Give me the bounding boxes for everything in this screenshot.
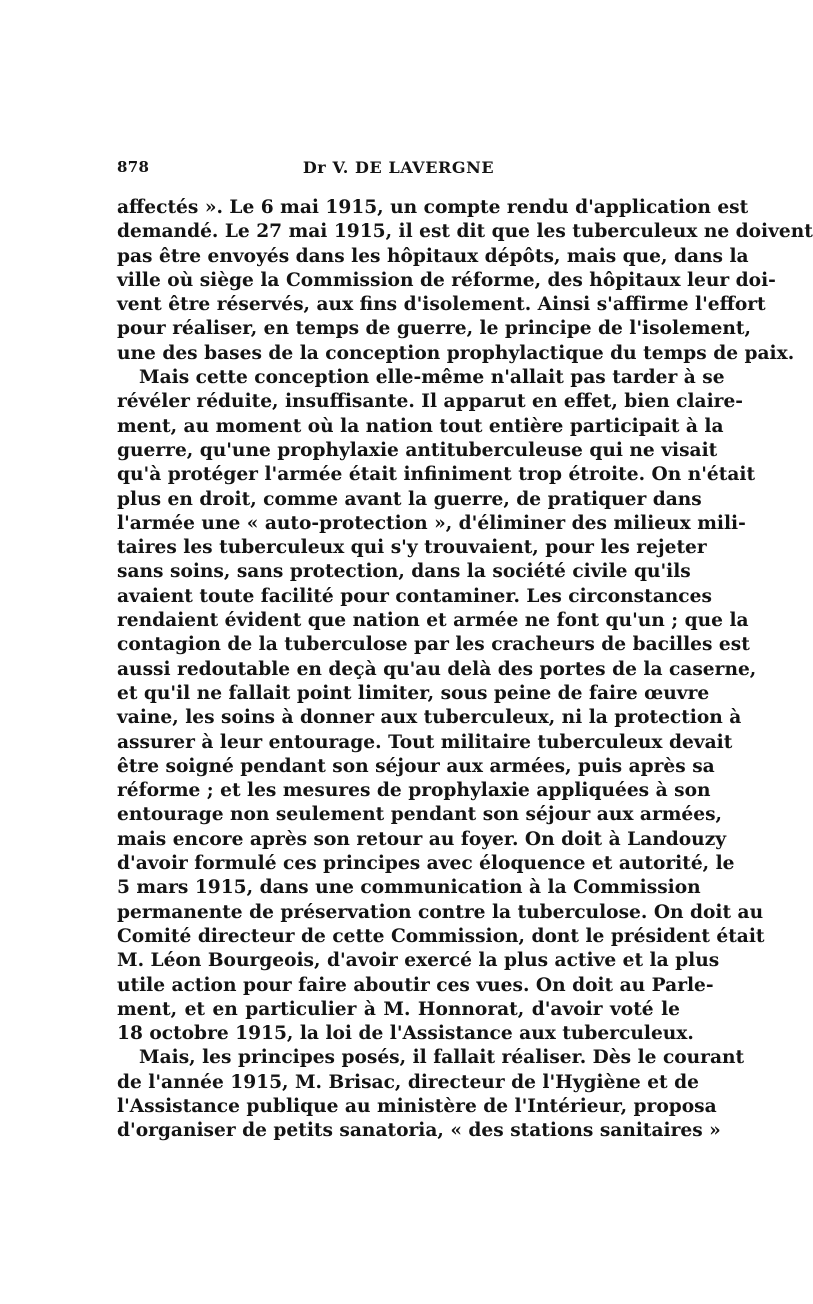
- text-line: sans soins, sans protection, dans la société civile qu'ils: [117, 561, 691, 583]
- text-line: rendaient évident que nation et armée ne font qu'un ; que la: [117, 610, 749, 632]
- text-line: utile action pour faire aboutir ces vues. On doit au Parle-: [117, 974, 714, 996]
- text-line: révéler réduite, insuffisante. Il apparut en effet, bien claire-: [117, 391, 744, 413]
- text-line: pour réaliser, en temps de guerre, le principe de l'isolement,: [117, 318, 751, 340]
- text-line: 18 octobre 1915, la loi de l'Assistance aux tuberculeux.: [117, 1023, 694, 1045]
- text-line: réforme ; et les mesures de prophylaxie appliquées à son: [117, 780, 711, 802]
- text-line: d'avoir formulé ces principes avec éloquence et autorité, le: [117, 853, 735, 875]
- text-line: demandé. Le 27 mai 1915, il est dit que les tuberculeux ne doivent: [117, 221, 813, 243]
- text-line: vent être réservés, aux fins d'isolement. Ainsi s'affirme l'effort: [117, 294, 766, 316]
- text-line: ville où siège la Commission de réforme, des hôpitaux leur doi-: [117, 269, 776, 291]
- text-line: Mais cette conception elle-même n'allait pas tarder à se: [139, 367, 725, 389]
- text-line: taires les tuberculeux qui s'y trouvaient, pour les rejeter: [117, 537, 707, 559]
- text-line: vaine, les soins à donner aux tuberculeux, ni la protection à: [117, 707, 742, 729]
- text-line: Mais, les principes posés, il fallait réaliser. Dès le courant: [139, 1047, 745, 1069]
- text-line: aussi redoutable en deçà qu'au delà des portes de la caserne,: [117, 658, 757, 680]
- text-line: M. Léon Bourgeois, d'avoir exercé la plus active et la plus: [117, 950, 720, 972]
- page-header: [117, 158, 680, 184]
- text-line: permanente de préservation contre la tuberculose. On doit au: [117, 901, 764, 923]
- running-head: Dr V. DE LAVERGNE: [302, 158, 495, 177]
- text-line: être soigné pendant son séjour aux armées, puis après sa: [117, 755, 715, 777]
- text-line: ment, au moment où la nation tout entière participait à la: [117, 415, 724, 437]
- text-line: pas être envoyés dans les hôpitaux dépôts, mais que, dans la: [117, 245, 749, 267]
- text-line: de l'année 1915, M. Brisac, directeur de l'Hygiène et de: [117, 1071, 699, 1093]
- text-line: plus en droit, comme avant la guerre, de pratiquer dans: [117, 488, 702, 510]
- body-text: [117, 196, 813, 1144]
- text-line: assurer à leur entourage. Tout militaire tuberculeux devait: [117, 731, 733, 753]
- text-line: mais encore après son retour au foyer. On doit à Landouzy: [117, 828, 727, 850]
- text-line: avaient toute facilité pour contaminer. Les circonstances: [117, 585, 712, 607]
- text-line: entourage non seulement pendant son séjour aux armées,: [117, 804, 723, 826]
- text-line: d'organiser de petits sanatoria, « des stations sanitaires »: [117, 1120, 721, 1142]
- text-line: affectés ». Le 6 mai 1915, un compte rendu d'application est: [117, 197, 749, 218]
- text-line: Comité directeur de cette Commission, dont le président était: [117, 925, 765, 947]
- text-line: 5 mars 1915, dans une communication à la Commission: [117, 877, 701, 899]
- text-line: et qu'il ne fallait point limiter, sous peine de faire œuvre: [117, 682, 710, 704]
- text-line: guerre, qu'une prophylaxie antituberculeuse qui ne visait: [117, 439, 718, 461]
- text-line: ment, et en particulier à M. Honnorat, d'avoir voté le: [117, 998, 680, 1020]
- text-line: l'Assistance publique au ministère de l'Intérieur, proposa: [117, 1095, 717, 1117]
- text-line: contagion de la tuberculose par les cracheurs de bacilles est: [117, 634, 750, 656]
- text-line: qu'à protéger l'armée était infiniment trop étroite. On n'était: [117, 464, 756, 486]
- text-line: l'armée une « auto-protection », d'éliminer des milieux mili-: [117, 512, 746, 534]
- text-line: une des bases de la conception prophylactique du temps de paix.: [117, 342, 795, 364]
- page-number: 878: [117, 158, 150, 176]
